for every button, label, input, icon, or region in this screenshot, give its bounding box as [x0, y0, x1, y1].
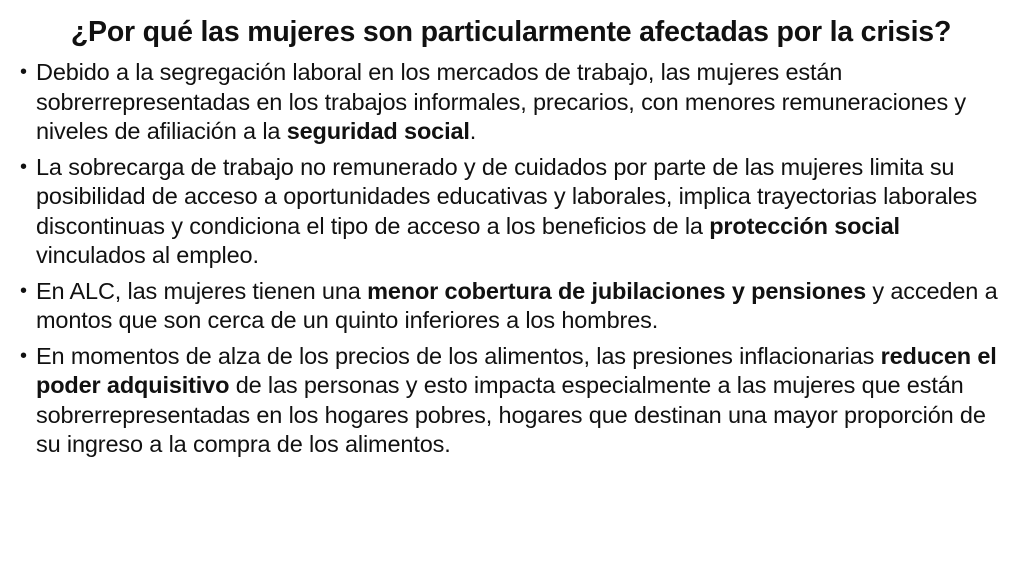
- text-segment: En ALC, las mujeres tienen una: [36, 277, 368, 304]
- bullet-item: [20, 342, 1002, 460]
- bullet-item: [20, 58, 1002, 147]
- bullet-item: [20, 277, 1002, 336]
- bullet-marker: •: [20, 61, 27, 83]
- bullet-text: [36, 278, 998, 334]
- text-segment: La sobrecarga de trabajo no remunerado y de cuidados por parte de las mujeres limita su posibilidad de acceso a oportunidades educativas y laborales, implica trayectorias laborales discontinuas y condiciona el tipo de acceso a los beneficios de la: [36, 153, 978, 239]
- text-segment: y acceden a montos que son cerca de un quinto inferiores a los hombres.: [36, 277, 998, 333]
- text-segment: vinculados al empleo.: [36, 242, 259, 268]
- bullet-text: [36, 154, 977, 269]
- bold-term: protección social: [709, 212, 900, 239]
- text-segment: Debido a la segregación laboral en los mercados de trabajo, las mujeres están sobrerrepresentadas en los trabajos informales, precarios, con menores remuneraciones y niveles de afiliación a la: [36, 59, 967, 144]
- bullet-list: [20, 58, 1002, 460]
- text-segment: .: [469, 118, 477, 144]
- bullet-marker: •: [20, 155, 27, 178]
- bold-term: reducen el poder adquisitivo: [36, 342, 997, 398]
- text-segment: En momentos de alza de los precios de los alimentos, las presiones inflacionarias: [36, 342, 881, 369]
- slide-title: ¿Por qué las mujeres son particularmente afectadas por la crisis?: [70, 16, 952, 48]
- bullet-text: [36, 343, 997, 458]
- bold-term: menor cobertura de jubilaciones y pensiones: [367, 277, 867, 304]
- bold-term: seguridad social: [286, 118, 470, 144]
- bullet-text: [36, 59, 966, 144]
- text-segment: de las personas y esto impacta especialmente a las mujeres que están sobrerrepresentadas en los hogares pobres, hogares que destinan una mayor proporción de su ingreso a la compra de los alimentos.: [36, 372, 986, 457]
- bullet-marker: •: [20, 344, 27, 367]
- bullet-marker: •: [20, 279, 27, 302]
- bullet-item: [20, 153, 1002, 271]
